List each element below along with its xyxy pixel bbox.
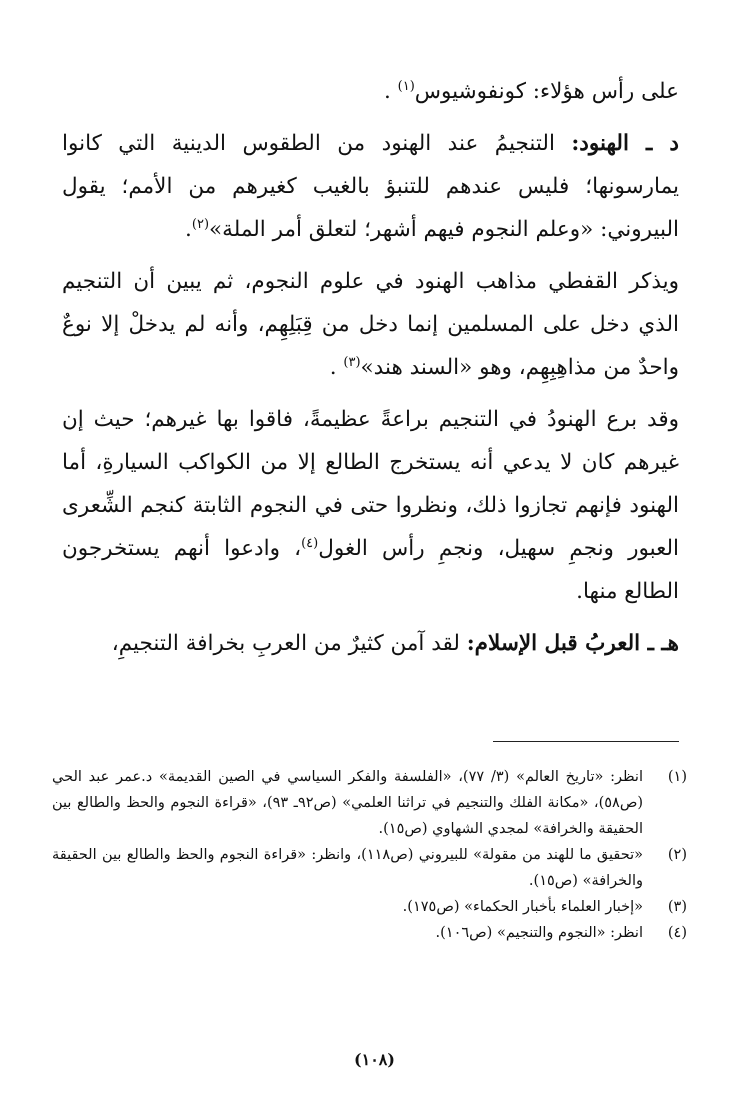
paragraph-4-text: وقد برع الهنودُ في التنجيم براعةً عظيمةً، فاقوا بها غيرهم؛ حيث إن غيرهم كان لا يدعي أنه يستخرج الطالع إلا من الكواكب السيارةِ، أما الهنود فإنهم تجازوا ذلك، ونظروا حتى في النجوم الثابتة كنجم الشِّعرى العبور ونجمِ سهيل، ونجمِ رأس الغول [62, 407, 679, 561]
footnote-number: (١) [667, 769, 687, 785]
footnote-2 [52, 842, 687, 894]
footnote-divider [493, 741, 679, 742]
footnote-text: «تحقيق ما للهند من مقولة» للبيروني (ص١١٨)، وانظر: «قراءة النجوم والحظ والطالع بين الحقيقة والخرافة» (ص١٥). [52, 847, 643, 889]
page-number: (١٠٨) [354, 1050, 395, 1069]
main-text [62, 70, 679, 674]
footnotes [52, 764, 687, 946]
footnote-ref-1: (١) [397, 78, 415, 94]
footnote-3 [52, 894, 687, 920]
footnote-number: (٣) [667, 899, 687, 915]
paragraph-2-text: التنجيمُ عند الهنود من الطقوس الدينية التي كانوا يمارسونها؛ فليس عندهم للتنبؤ بالغيب كغيرهم من الأمم؛ يقول البيروني: «وعلم النجوم فيهم أشهر؛ لتعلق أمر الملة» [62, 131, 679, 242]
paragraph-3 [62, 260, 679, 389]
paragraph-1 [62, 70, 679, 113]
paragraph-2-end: . [185, 217, 192, 242]
footnote-number: (٤) [667, 925, 687, 941]
paragraph-3-end: . [329, 355, 344, 380]
paragraph-5-text: لقد آمن كثيرٌ من العربِ بخرافة التنجيمِ، [111, 631, 467, 656]
footnote-4 [52, 920, 687, 946]
footnote-ref-4: (٤) [301, 535, 319, 551]
footnote-1 [52, 764, 687, 842]
footnote-ref-3: (٣) [343, 354, 361, 370]
footnote-ref-2: (٢) [191, 216, 210, 232]
footnote-text: انظر: «تاريخ العالم» (٣/ ٧٧)، «الفلسفة والفكر السياسي في الصين القديمة» د.عمر عبد الحي (ص٥٨)، «مكانة الفلك والتنجيم في تراثنا العلمي» (ص٩٢ـ ٩٣)، «قراءة النجوم والحظ والطالع بين الحقيقة والخرافة» لمجدي الشهاوي (ص١٥). [52, 769, 643, 837]
paragraph-2 [62, 122, 679, 251]
paragraph-1-end: . [383, 79, 398, 104]
paragraph-4 [62, 398, 679, 613]
paragraph-1-text: على رأس هؤلاء: كونفوشيوس [414, 79, 679, 104]
footnote-text: «إخبار العلماء بأخبار الحكماء» (ص١٧٥). [402, 899, 643, 915]
paragraph-3-text: ويذكر القفطي مذاهب الهنود في علوم النجوم، ثم يبين أن التنجيم الذي دخل على المسلمين إنما دخل من قِبَلِهِم، وأنه لم يدخلْ إلا نوعٌ واحدٌ من مذاهِبِهِم، وهو «السند هند» [62, 269, 679, 380]
footnote-number: (٢) [667, 847, 687, 863]
heading-hindus: د ـ الهنود: [571, 131, 679, 156]
paragraph-4-end: ، وادعوا أنهم يستخرجون الطالع منها. [62, 536, 679, 604]
footnote-text: انظر: «النجوم والتنجيم» (ص١٠٦). [435, 925, 643, 941]
heading-arabs: هـ ـ العربُ قبل الإسلام: [466, 631, 679, 656]
paragraph-5 [62, 622, 679, 665]
